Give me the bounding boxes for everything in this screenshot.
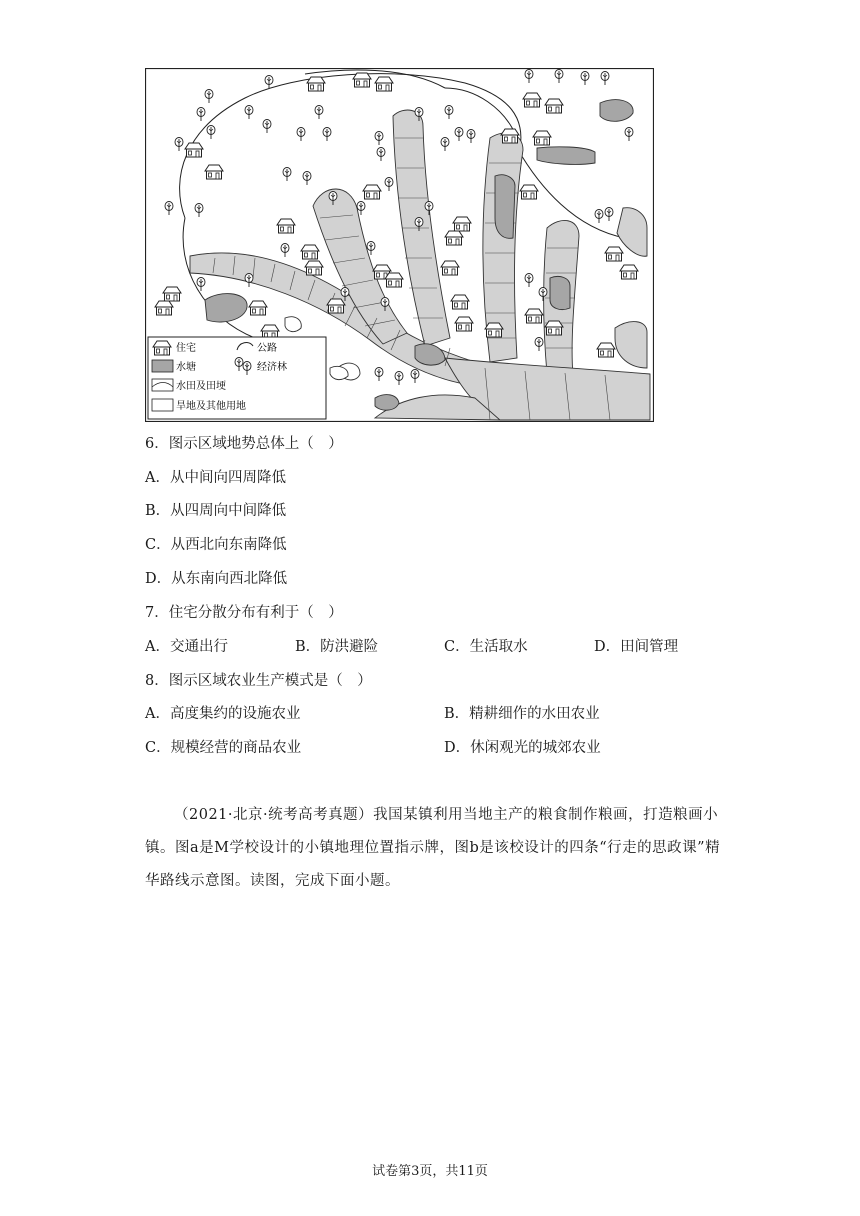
legend-house-label: 住宅 [176, 343, 196, 354]
passage-intro: （2021·北京·统考高考真题）我国某镇利用当地主产的粮食制作粮画，打造粮画小镇。图a是M学校设计的小镇地理位置指示牌，图b是该校设计的四条“行走的思政课”精华路线示意图。读图，完成下面小题。 [145, 807, 721, 889]
legend-road-label: 公路 [257, 343, 277, 354]
question-6-option-b: B．从四周向中间降低 [145, 503, 287, 519]
question-6-option-a: A．从中间向四周降低 [145, 470, 286, 486]
question-7-stem: 7．住宅分散分布有利于（ ） [145, 605, 343, 621]
question-8-option-d: D．休闲观光的城郊农业 [444, 740, 601, 756]
legend-paddy-label: 水田及田埂 [176, 381, 226, 392]
question-8-stem: 8．图示区域农业生产模式是（ ） [145, 673, 372, 689]
question-6-option-d: D．从东南向西北降低 [145, 571, 288, 587]
legend-pond-label: 水塘 [176, 362, 196, 373]
page-footer: 试卷第3页，共11页 [372, 1164, 488, 1179]
question-7-option-b: B．防洪避险 [295, 639, 379, 655]
question-7-option-d: D．田间管理 [594, 639, 679, 655]
question-8-option-a: A．高度集约的设施农业 [145, 706, 301, 722]
land-use-map [145, 68, 654, 422]
question-7-option-c: C．生活取水 [444, 639, 528, 655]
legend-forest-label: 经济林 [257, 362, 287, 373]
map-legend [148, 337, 326, 419]
question-7-option-a: A．交通出行 [145, 639, 228, 655]
legend-dryland-label: 旱地及其他用地 [176, 401, 246, 412]
question-8-option-b: B．精耕细作的水田农业 [444, 706, 600, 722]
question-6-option-c: C．从西北向东南降低 [145, 537, 287, 553]
question-6-stem: 6．图示区域地势总体上（ ） [145, 436, 343, 452]
question-8-option-c: C．规模经营的商品农业 [145, 740, 302, 756]
